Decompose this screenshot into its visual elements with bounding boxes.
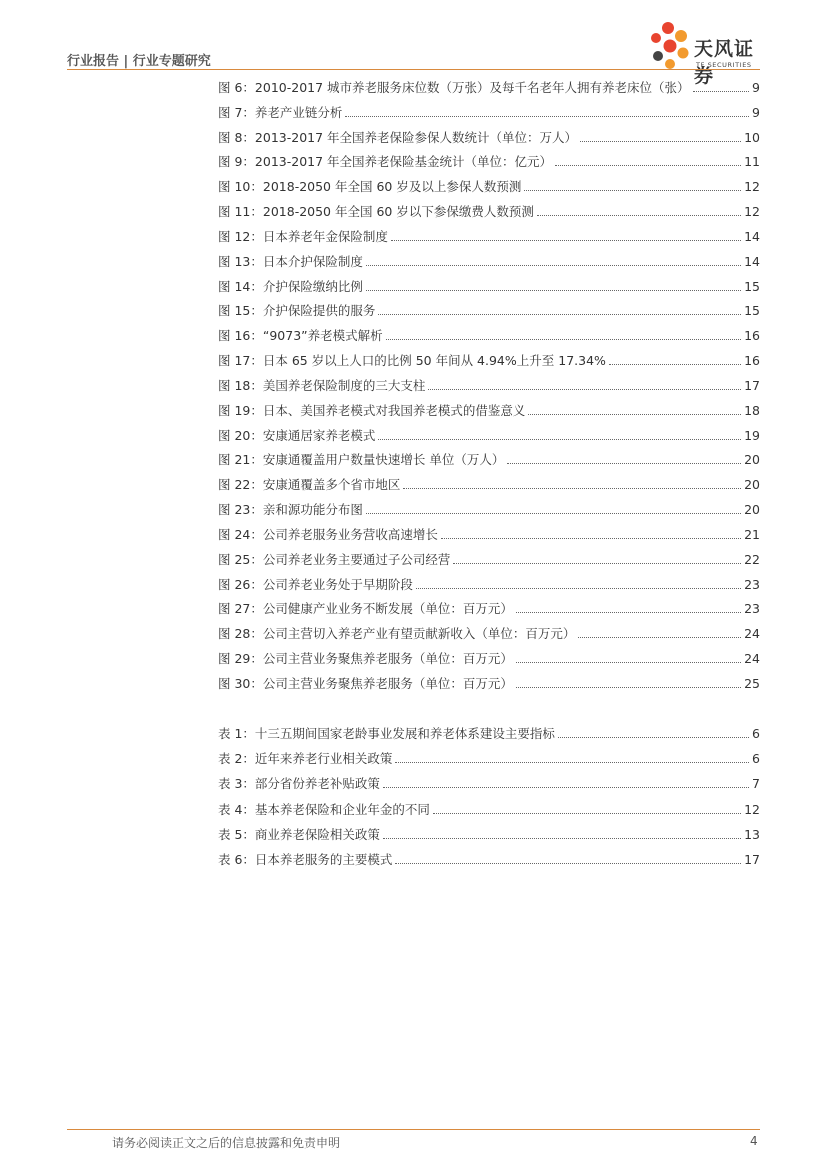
dot-leader xyxy=(516,687,741,688)
dot-leader xyxy=(403,488,741,489)
dot-leader xyxy=(366,290,741,291)
table-entry-label: 表 1：十三五期间国家老龄事业发展和养老体系建设主要指标 xyxy=(218,726,555,741)
dot-leader xyxy=(609,364,741,365)
table-entry-label: 表 6：日本养老服务的主要模式 xyxy=(218,852,393,867)
dot-leader xyxy=(378,439,741,440)
dot-leader xyxy=(383,838,741,839)
figure-entry[interactable] xyxy=(218,550,760,568)
figure-entry-label: 图 9：2013-2017 年全国养老保险基金统计（单位：亿元） xyxy=(218,154,553,170)
figure-entry-label: 图 12：日本养老年金保险制度 xyxy=(218,228,388,244)
dot-leader xyxy=(516,612,741,613)
table-entry-page-number: 13 xyxy=(744,826,760,842)
dot-leader xyxy=(416,588,741,589)
figure-entry-label: 图 19：日本、美国养老模式对我国养老模式的借鉴意义 xyxy=(218,402,526,418)
figure-entry-label: 图 30：公司主营业务聚焦养老服务（单位：百万元） xyxy=(218,675,513,691)
figure-entry[interactable] xyxy=(218,277,760,295)
figure-entry-page-number: 23 xyxy=(744,576,760,592)
figure-entry-label: 图 22：安康通覆盖多个省市地区 xyxy=(218,477,401,493)
figure-entry[interactable] xyxy=(218,450,760,468)
dot-leader xyxy=(528,414,741,415)
figure-entry-page-number: 9 xyxy=(752,80,760,95)
figure-entry-page-number: 12 xyxy=(744,204,760,220)
figure-entry-page-number: 9 xyxy=(752,104,760,120)
figure-entry[interactable] xyxy=(218,152,760,170)
dot-leader xyxy=(395,762,749,763)
figure-entry[interactable] xyxy=(218,252,760,270)
footer-divider xyxy=(67,1129,760,1130)
table-entry[interactable] xyxy=(218,800,760,818)
figure-entry-page-number: 24 xyxy=(744,626,760,642)
company-logo xyxy=(648,20,768,87)
figure-entry-page-number: 10 xyxy=(744,129,760,145)
dot-leader xyxy=(580,141,741,142)
table-entry[interactable] xyxy=(218,825,760,843)
figure-entry-page-number: 25 xyxy=(744,675,760,691)
figure-entry[interactable] xyxy=(218,301,760,319)
dot-leader xyxy=(428,389,741,390)
table-entry[interactable] xyxy=(218,724,760,742)
figure-entry[interactable] xyxy=(218,326,760,344)
table-entry[interactable] xyxy=(218,774,760,792)
dot-leader xyxy=(578,637,741,638)
figure-entry-label: 图 8：2013-2017 年全国养老保险参保人数统计（单位：万人） xyxy=(218,129,578,145)
figure-entry[interactable] xyxy=(218,78,760,96)
figure-entry[interactable] xyxy=(218,401,760,419)
dot-leader xyxy=(433,813,741,814)
figure-entry-label: 图 14：介护保险缴纳比例 xyxy=(218,278,363,294)
figure-entry-label: 图 13：日本介护保险制度 xyxy=(218,253,363,269)
dot-leader xyxy=(453,563,741,564)
figure-entry[interactable] xyxy=(218,351,760,369)
logo-chinese-name: 天风证券 xyxy=(694,38,755,87)
table-entry-label: 表 3：部分省份养老补贴政策 xyxy=(218,776,380,792)
figure-entry-page-number: 17 xyxy=(744,377,760,393)
table-entry-page-number: 6 xyxy=(752,751,760,767)
flower-logo-icon xyxy=(648,20,694,72)
figure-entry-page-number: 15 xyxy=(744,278,760,294)
table-entry-page-number: 17 xyxy=(744,852,760,867)
figure-entry-label: 图 28：公司主营切入养老产业有望贡献新收入（单位：百万元） xyxy=(218,626,576,642)
figure-entry-label: 图 16：“9073”养老模式解析 xyxy=(218,328,383,344)
figure-entry-label: 图 27：公司健康产业业务不断发展（单位：百万元） xyxy=(218,601,513,617)
figure-entry-page-number: 11 xyxy=(744,154,760,170)
dot-leader xyxy=(391,240,741,241)
figure-entry-page-number: 20 xyxy=(744,502,760,518)
table-entry-label: 表 2：近年来养老行业相关政策 xyxy=(218,751,393,767)
figure-entry-page-number: 12 xyxy=(744,179,760,195)
dot-leader xyxy=(366,513,741,514)
figure-entry[interactable] xyxy=(218,426,760,444)
figure-entry-label: 图 24：公司养老服务业务营收高速增长 xyxy=(218,526,438,542)
figure-entry-page-number: 20 xyxy=(744,477,760,493)
dot-leader xyxy=(345,116,749,117)
dot-leader xyxy=(366,265,741,266)
figure-entry-page-number: 18 xyxy=(744,402,760,418)
dot-leader xyxy=(537,215,741,216)
figure-entry-page-number: 20 xyxy=(744,452,760,468)
figure-entry-page-number: 16 xyxy=(744,353,760,369)
figure-entry-page-number: 23 xyxy=(744,601,760,617)
figure-entry[interactable] xyxy=(218,376,760,394)
figure-entry-label: 图 18：美国养老保险制度的三大支柱 xyxy=(218,377,426,393)
figure-entry[interactable] xyxy=(218,674,760,692)
header-divider xyxy=(67,69,760,70)
figure-entry[interactable] xyxy=(218,624,760,642)
table-entry-page-number: 12 xyxy=(744,801,760,817)
figure-entry[interactable] xyxy=(218,103,760,121)
dot-leader xyxy=(441,538,741,539)
page-number: 4 xyxy=(750,1134,758,1148)
figure-entry-page-number: 16 xyxy=(744,328,760,344)
table-entry[interactable] xyxy=(218,749,760,767)
table-entry[interactable] xyxy=(218,850,760,868)
figure-entry-label: 图 15：介护保险提供的服务 xyxy=(218,303,376,319)
figure-entry-page-number: 19 xyxy=(744,427,760,443)
table-entry-page-number: 6 xyxy=(752,726,760,741)
figure-entry-page-number: 24 xyxy=(744,651,760,667)
dot-leader xyxy=(555,165,741,166)
figure-entry[interactable] xyxy=(218,227,760,245)
figure-entry[interactable] xyxy=(218,575,760,593)
figure-entry-label: 图 23：亲和源功能分布图 xyxy=(218,502,363,518)
dot-leader xyxy=(693,91,750,92)
figure-entry-page-number: 15 xyxy=(744,303,760,319)
figure-entry-label: 图 20：安康通居家养老模式 xyxy=(218,427,376,443)
report-header-title: 行业报告 | 行业专题研究 xyxy=(67,54,211,69)
figure-entry-label: 图 17：日本 65 岁以上人口的比例 50 年间从 4.94%上升至 17.34% xyxy=(218,353,606,369)
dot-leader xyxy=(507,463,741,464)
figure-entry-label: 图 21：安康通覆盖用户数量快速增长 单位（万人） xyxy=(218,452,505,468)
table-entry-label: 表 4：基本养老保险和企业年金的不同 xyxy=(218,801,430,817)
dot-leader xyxy=(516,662,741,663)
figure-entry-label: 图 10：2018-2050 年全国 60 岁及以上参保人数预测 xyxy=(218,179,522,195)
figure-entry-page-number: 22 xyxy=(744,551,760,567)
figure-entry-page-number: 14 xyxy=(744,253,760,269)
table-entry-page-number: 7 xyxy=(752,776,760,792)
figure-entry-label: 图 7：养老产业链分析 xyxy=(218,104,343,120)
dot-leader xyxy=(558,737,749,738)
figure-entry[interactable] xyxy=(218,475,760,493)
figure-entry[interactable] xyxy=(218,202,760,220)
figure-entry[interactable] xyxy=(218,177,760,195)
dot-leader xyxy=(386,339,741,340)
figure-entry-page-number: 21 xyxy=(744,526,760,542)
figure-entry[interactable] xyxy=(218,599,760,617)
figure-entry-label: 图 25：公司养老业务主要通过子公司经营 xyxy=(218,551,451,567)
figure-entry-label: 图 11：2018-2050 年全国 60 岁以下参保缴费人数预测 xyxy=(218,204,534,220)
footer-disclaimer[interactable]: 请务必阅读正文之后的信息披露和免责申明 xyxy=(112,1136,341,1150)
figure-entry[interactable] xyxy=(218,500,760,518)
dot-leader xyxy=(383,787,749,788)
figure-entry[interactable] xyxy=(218,525,760,543)
figure-entry[interactable] xyxy=(218,649,760,667)
dot-leader xyxy=(378,314,741,315)
dot-leader xyxy=(395,863,741,864)
logo-english-name: TF SECURITIES xyxy=(696,61,752,69)
figure-entry-label: 图 29：公司主营业务聚焦养老服务（单位：百万元） xyxy=(218,651,513,667)
figure-entry-label: 图 6：2010-2017 城市养老服务床位数（万张）及每千名老年人拥有养老床位（张） xyxy=(218,80,690,95)
table-entry-label: 表 5：商业养老保险相关政策 xyxy=(218,826,380,842)
figure-entry-label: 图 26：公司养老业务处于早期阶段 xyxy=(218,576,413,592)
figure-entry[interactable] xyxy=(218,128,760,146)
figure-entry-page-number: 14 xyxy=(744,228,760,244)
dot-leader xyxy=(524,190,741,191)
